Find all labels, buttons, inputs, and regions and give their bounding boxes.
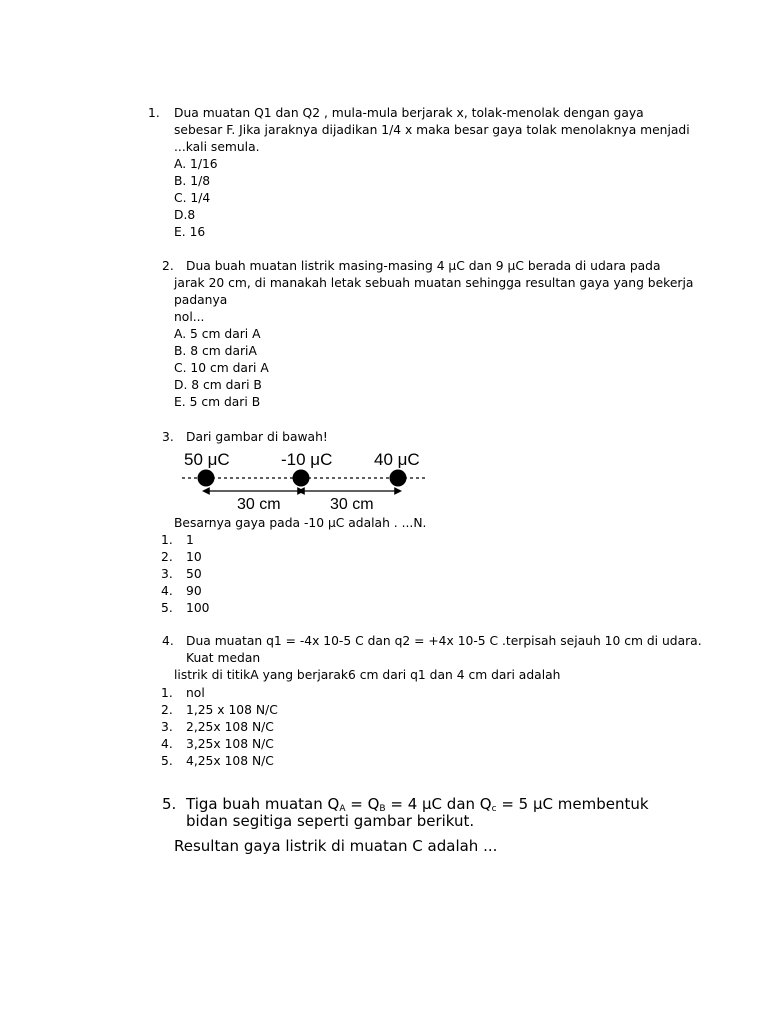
q3-option: 1	[186, 533, 194, 547]
q2-text-line-4: nol...	[174, 310, 205, 324]
q4-option: nol	[186, 686, 205, 700]
q1-text-line-2: sebesar F. Jika jaraknya dijadikan 1/4 x maka besar gaya tolak menolaknya menjadi	[174, 123, 690, 137]
q4-option: 2,25x 108 N/C	[186, 720, 274, 734]
q1-option-b: B. 1/8	[174, 174, 211, 188]
q4-number: 4.	[162, 634, 174, 648]
q4-option: 1,25 x 108 N/C	[186, 703, 278, 717]
q4-option-number: 1.	[161, 686, 173, 700]
q3-charge-figure	[170, 446, 440, 516]
q3-option-number: 4.	[161, 584, 173, 598]
q5-number: 5.	[162, 795, 177, 813]
q2-option-c: C. 10 cm dari A	[174, 361, 269, 375]
q4-text-line-2: Kuat medan	[186, 651, 261, 665]
q3-option-number: 2.	[161, 550, 173, 564]
q5-text-line-2: bidan segitiga seperti gambar berikut.	[186, 812, 475, 830]
q4-text-line-1: Dua muatan q1 = -4x 10-5 C dan q2 = +4x 10-5 C .terpisah sejauh 10 cm di udara.	[186, 634, 702, 648]
q3-option: 90	[186, 584, 202, 598]
charge-2-dot	[293, 470, 310, 487]
q2-text-line-2: jarak 20 cm, di manakah letak sebuah muatan sehingga resultan gaya yang bekerja	[174, 276, 694, 290]
charge-2-label: -10 μC	[281, 450, 333, 469]
q5-text-line-3: Resultan gaya listrik di muatan C adalah ...	[174, 837, 498, 855]
q1-text-line-1: Dua muatan Q1 dan Q2 , mula-mula berjarak x, tolak-menolak dengan gaya	[174, 106, 644, 120]
charge-3-dot	[390, 470, 407, 487]
q5-text-line-1: Tiga buah muatan $Q_A = Q_B = 4$ μC dan $Q_c = 5$ μC membentuk	[186, 795, 649, 814]
q1-option-e: E. 16	[174, 225, 206, 239]
charge-1-label: 50 μC	[184, 450, 230, 469]
q3-option-number: 1.	[161, 533, 173, 547]
q2-option-a: A. 5 cm dari A	[174, 327, 261, 341]
q4-option-number: 5.	[161, 754, 173, 768]
charge-1-dot	[198, 470, 215, 487]
q2-text-line-3: padanya	[174, 293, 228, 307]
q2-number: 2.	[162, 259, 174, 273]
q4-option: 3,25x 108 N/C	[186, 737, 274, 751]
distance-2-label: 30 cm	[330, 496, 374, 513]
q1-option-c: C. 1/4	[174, 191, 211, 205]
q2-option-e: E. 5 cm dari B	[174, 395, 261, 409]
q1-option-a: A. 1/16	[174, 157, 218, 171]
q4-option-number: 4.	[161, 737, 173, 751]
q3-option: 10	[186, 550, 202, 564]
distance-1-label: 30 cm	[237, 496, 281, 513]
q3-option: 50	[186, 567, 202, 581]
q3-text: Dari gambar di bawah!	[186, 430, 328, 444]
q3-number: 3.	[162, 430, 174, 444]
q4-text-line-3: listrik di titikA yang berjarak6 cm dari q1 dan 4 cm dari adalah	[174, 668, 561, 682]
q1-text-line-3: ...kali semula.	[174, 140, 260, 154]
q1-number: 1.	[148, 106, 160, 120]
q3-option-number: 3.	[161, 567, 173, 581]
q2-text-line-1: Dua buah muatan listrik masing-masing 4 μC dan 9 μC berada di udara pada	[186, 259, 661, 273]
q1-option-d: D.8	[174, 208, 196, 222]
q3-option-number: 5.	[161, 601, 173, 615]
q3-option: 100	[186, 601, 210, 615]
q2-option-d: D. 8 cm dari B	[174, 378, 262, 392]
charge-3-label: 40 μC	[374, 450, 420, 469]
q3-question: Besarnya gaya pada -10 μC adalah . ...N.	[174, 516, 427, 530]
q4-option-number: 2.	[161, 703, 173, 717]
q4-option: 4,25x 108 N/C	[186, 754, 274, 768]
q4-option-number: 3.	[161, 720, 173, 734]
q2-option-b: B. 8 cm dariA	[174, 344, 257, 358]
